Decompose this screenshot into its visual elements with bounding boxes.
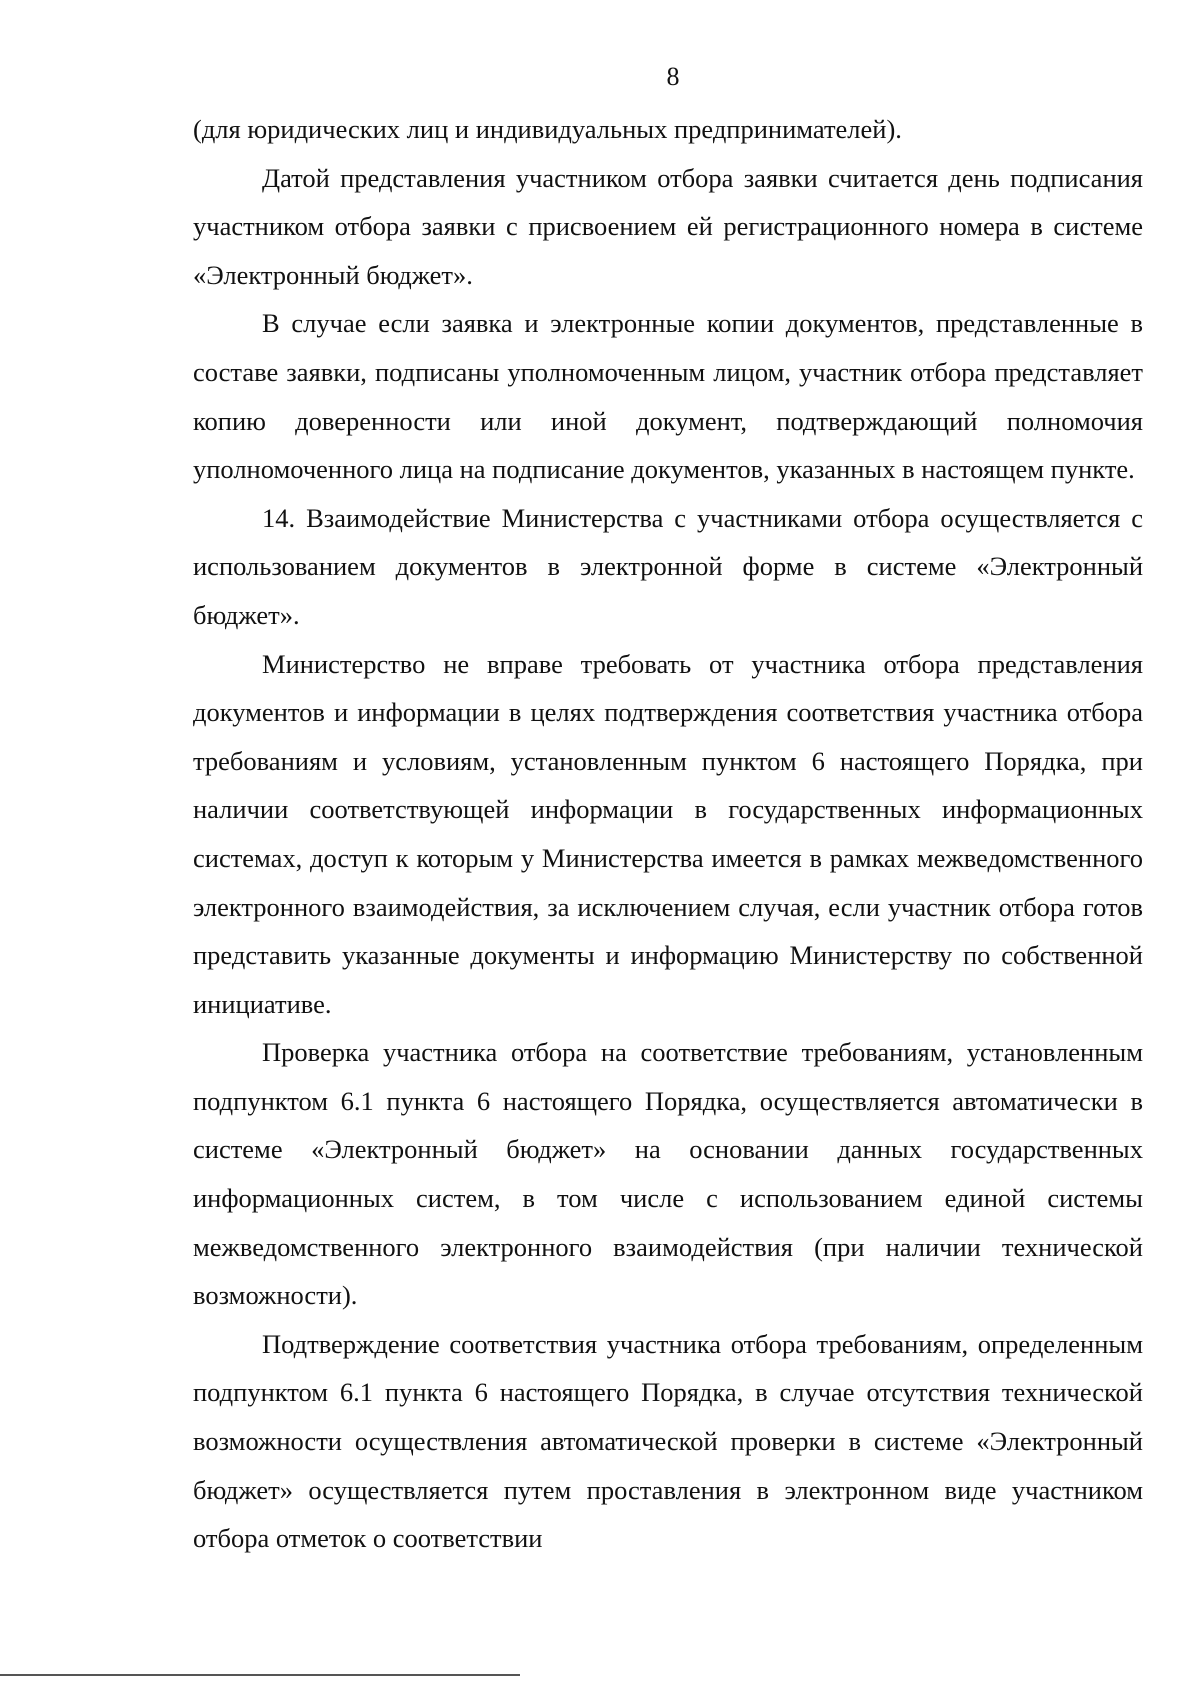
paragraph-submission-date: Датой представления участником отбора заявки считается день подписания участником отбора заявки с присвоением ей регистрационного номера в системе «Электронный бюджет». bbox=[193, 162, 1143, 290]
bottom-rule-divider bbox=[0, 1674, 520, 1676]
paragraph-confirmation: Подтверждение соответствия участника отбора требованиям, определенным подпунктом 6.1 пункта 6 настоящего Порядка, в случае отсутствия технической возможности осуществления автоматической проверки в системе «Электронный бюджет» осуществляется путем проставления в электронном виде участником отбора отметок о соответствии bbox=[193, 1328, 1143, 1554]
paragraph-authorized-person: В случае если заявка и электронные копии документов, представленные в составе заявки, подписаны уполномоченным лицом, участник отбора представляет копию доверенности или иной документ, подтверждающий полномочия уполномоченного лица на подписание документов, указанных в настоящем пункте. bbox=[193, 308, 1143, 485]
paragraph-continuation: (для юридических лиц и индивидуальных предпринимателей). bbox=[193, 114, 902, 144]
page-number: 8 bbox=[666, 62, 680, 91]
paragraph-ministry-restrictions: Министерство не вправе требовать от участника отбора представления документов и информации в целях подтверждения соответствия участника отбора требованиям и условиям, установленным пунктом 6 настоящего Порядка, при наличии соответствующей информации в государственных информационных системах, доступ к которым у Министерства имеется в рамках межведомственного электронного взаимодействия, за исключением случая, если участник отбора готов представить указанные документы и информацию Министерству по собственной инициативе. bbox=[193, 648, 1143, 1019]
paragraph-automatic-check: Проверка участника отбора на соответствие требованиям, установленным подпунктом 6.1 пункта 6 настоящего Порядка, осуществляется автоматически в системе «Электронный бюджет» на основании данных государственных информационных систем, в том числе с использованием единой системы межведомственного электронного взаимодействия (при наличии технической возможности). bbox=[193, 1037, 1143, 1311]
document-body bbox=[193, 105, 1143, 1563]
paragraph-item-14: 14. Взаимодействие Министерства с участниками отбора осуществляется с использованием документов в электронной форме в системе «Электронный бюджет». bbox=[193, 502, 1143, 630]
